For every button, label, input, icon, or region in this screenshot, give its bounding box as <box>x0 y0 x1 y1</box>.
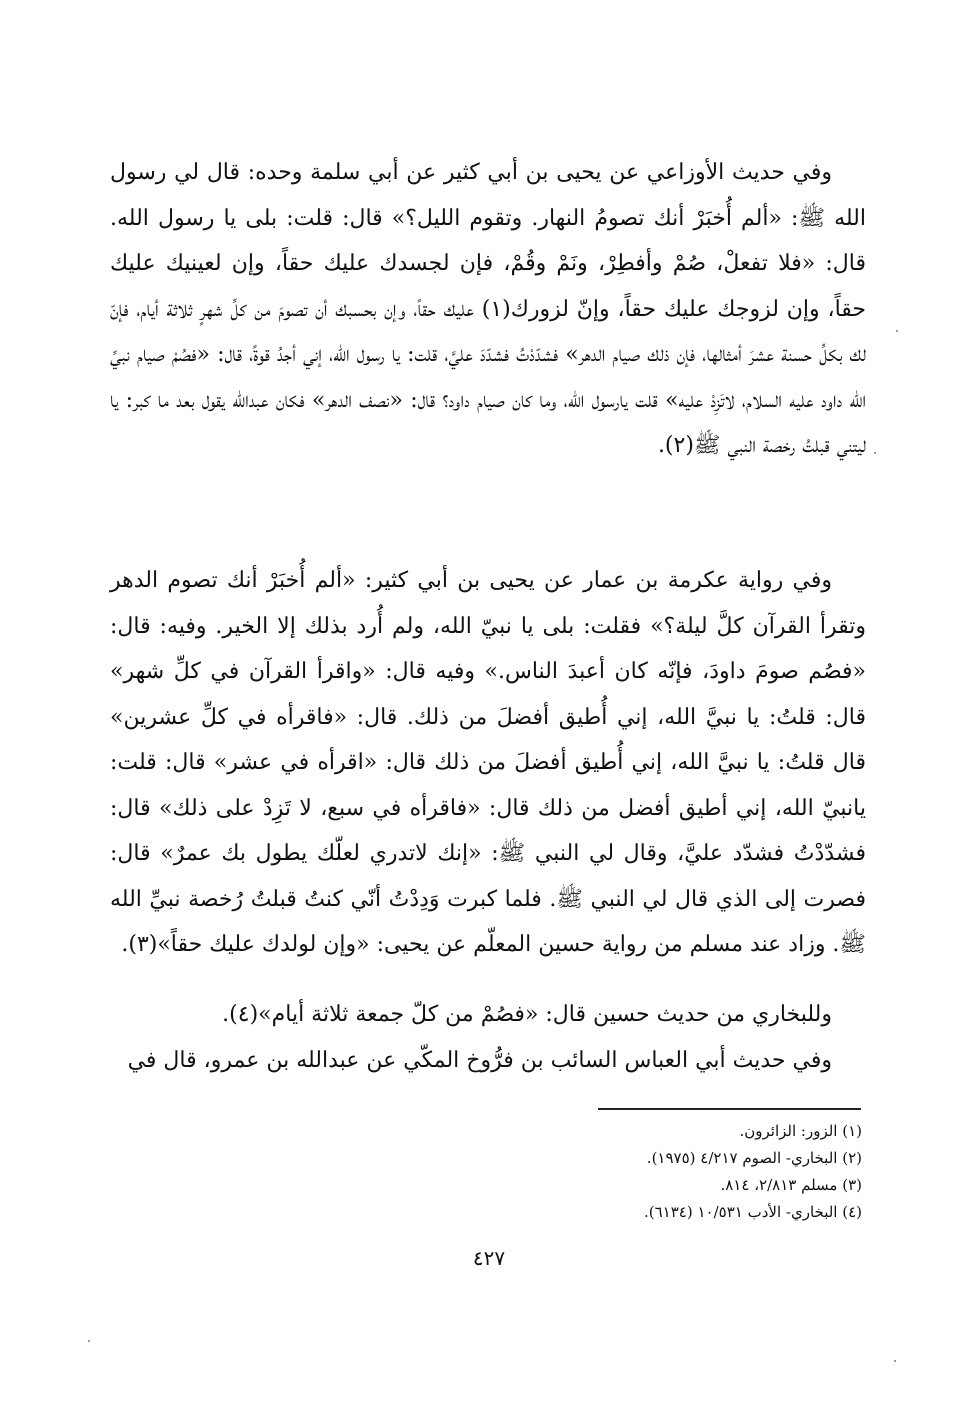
page-number: ٤٢٧ <box>472 1246 506 1270</box>
footnote-1: (١) الزور: الزائرون. <box>739 1122 862 1140</box>
paragraph-text: وفي رواية عكرمة بن عمار عن يحيى بن أبي كثير: «ألم أُخبَرْ أنك تصوم الدهر وتقرأ القرآن كلَّ ليلة؟» فقلت: بلى يا نبيّ الله، ولم أُرد بذلك إلا الخير. وفيه: قال: «فصُم صومَ داودَ، فإنّه كان أعبدَ الناس.» وفيه قال: «واقرأ القرآن في كلِّ شهر» قال: قلتُ: يا نبيَّ الله، إني أُطيق أفضلَ من ذلك. قال: «فاقرأه في كلِّ عشرين» قال قلتُ: يا نبيَّ الله، إني أُطيق أفضلَ من ذلك قال: «اقرأه في عشر» قال: قلت: يانبيّ الله، إني أطيق أفضل من ذلك قال: «فاقرأه في سبع، لا تَزِدْ على ذلك» قال: فشدّدْتُ فشدّد عليَّ، وقال لي النبي ﷺ: «إنك لاتدري لعلّك يطول بك عمرٌ» قال: فصرت إلى الذي قال لي النبي ﷺ. فلما كبرت وَدِدْتُ أنّي كنتُ قبلتُ رُخصة نبيِّ الله ﷺ. وزاد عند مسلم من رواية حسين المعلّم عن يحيى: «وإن لولدك عليك حقاً»(٣). <box>110 568 867 957</box>
main-text-paragraph-2 <box>110 558 866 968</box>
footnote-separator-line <box>598 1108 861 1110</box>
main-text-paragraph-3 <box>110 992 866 1038</box>
scan-speck <box>896 330 898 332</box>
footnote-3: (٣) مسلم ٢/٨١٣، ٨١٤. <box>720 1176 862 1194</box>
footnote-2: (٢) البخاري- الصوم ٤/٢١٧ (١٩٧٥). <box>646 1149 862 1167</box>
scan-speck <box>874 452 876 454</box>
paragraph-text: وفي حديث أبي العباس السائب بن فرُّوخ المكّي عن عبدالله بن عمرو، قال في <box>127 1048 832 1073</box>
scan-speck <box>894 1360 896 1362</box>
main-text-paragraph-1 <box>110 150 866 469</box>
main-text-paragraph-4 <box>110 1038 866 1084</box>
scan-speck <box>88 1340 90 1342</box>
paragraph-text: وللبخاري من حديث حسين قال: «فصُمْ من كلّ جمعة ثلاثة أيام»(٤). <box>222 1002 832 1027</box>
footnotes <box>400 1118 862 1226</box>
paragraph-text: وفي حديث الأوزاعي عن يحيى بن أبي كثير عن أبي سلمة وحده: قال لي رسول الله ﷺ: «ألم أُخبَرْ أنك تصومُ النهار. وتقوم الليل؟» قال: قلت: بلى يا رسول الله. قال: «فلا تفعلْ، صُمْ وأفطِرْ، ونَمْ وقُمْ، فإن لجسدك عليك حقاً، وإن لعينيك عليك حقاً، وإن لزوجك عليك حقاً، وإنّ لزورك(١) عليك حقاً، وإن بحسبك أن تصومَ من كلِّ شهرٍ ثلاثة أيام، فإنّ لك بكلِّ حسنة عشرَ أمثالها، فإن ذلك صيام الدهر» فشدّدْتُ فشدّدَ عليَّ، قلت: يا رسول الله، إني أجدُ قوةً، قال: «فصُمْ صيام نبيِّ الله داود عليه السلام، لاتَزِدْ عليه» قلت يارسول الله، وما كان صيام داود؟ قال: «نصف الدهر» فكان عبدالله يقول بعد ما كبر: يا ليتني قبلتُ رخصة النبي ﷺ(٢). <box>110 160 866 458</box>
footnote-4: (٤) البخاري- الأدب ١٠/٥٣١ (٦١٣٤). <box>644 1203 862 1221</box>
